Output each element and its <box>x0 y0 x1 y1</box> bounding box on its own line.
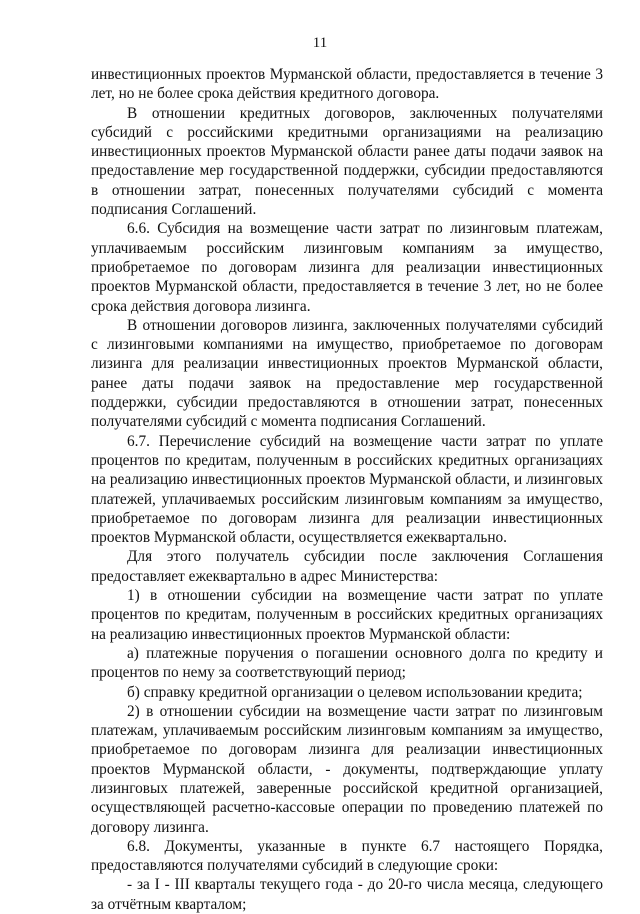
paragraph-item-1: 1) в отношении субсидии на возмещение части затрат по уплате процентов по кредитам, полученным в российских кредитных организациях на реализацию инвестиционных проектов Мурманской области: <box>91 587 603 643</box>
paragraph-leasing-agreements: В отношении договоров лизинга, заключенных получателями субсидий с лизинговыми компаниями на имущество, приобретаемое по договорам лизинга для реализации инвестиционных проектов Мурманской области, ранее даты подачи заявок на предоставление мер государственной поддержки, субсидии предоставляются в отношении затрат, понесенных получателями субсидий с момента подписания Соглашений. <box>91 316 603 431</box>
paragraph-6-8: 6.8. Документы, указанные в пункте 6.7 настоящего Порядка, предоставляются получателями субсидий в следующие сроки: <box>91 837 603 875</box>
paragraph-item-1b: б) справку кредитной организации о целевом использовании кредита; <box>127 683 583 701</box>
paragraph-continuation: инвестиционных проектов Мурманской области, предоставляется в течение 3 лет, но не более срока действия кредитного договора. <box>91 66 603 103</box>
paragraph-6-7: 6.7. Перечисление субсидий на возмещение части затрат по уплате процентов по кредитам, полученным в российских кредитных организациях на реализацию инвестиционных проектов Мурманской области, и лизинговых платежей, уплачиваемых российским лизинговым компаниям за имущество, приобретаемое по договорам лизинга для реализации инвестиционных проектов Мурманской области, осуществляется ежеквартально. <box>91 432 603 547</box>
paragraph-item-2: 2) в отношении субсидии на возмещение части затрат по лизинговым платежам, уплачиваемым российским лизинговым компаниям за имущество, приобретаемое по договорам лизинга для реализации инвестиционных проектов Мурманской области, - документы, подтверждающие уплату лизинговых платежей, заверенные российской кредитной организацией, осуществляющей расчетно-кассовые операции по проведению платежей по договору лизинга. <box>91 702 603 836</box>
paragraph-item-1a: а) платежные поручения о погашении основного долга по кредиту и процентов по нему за соответствующий период; <box>91 644 603 682</box>
paragraph-quarterly-submission: Для этого получатель субсидии после заключения Соглашения предоставляет ежеквартально в адрес Министерства: <box>91 548 603 585</box>
page-number: 11 <box>312 35 328 51</box>
paragraph-deadline-q1-q3: - за I - III кварталы текущего года - до 20-го числа месяца, следующего за отчётным кварталом; <box>91 876 603 913</box>
paragraph-6-6: 6.6. Субсидия на возмещение части затрат по лизинговым платежам, уплачиваемым российским лизинговым компаниям за имущество, приобретаемое по договорам лизинга для реализации инвестиционных проектов Мурманской области, предоставляется в течение 3 лет, но не более срока действия договора лизинга. <box>91 220 603 315</box>
paragraph-credit-agreements: В отношении кредитных договоров, заключенных получателями субсидий с российскими кредитными организациями на реализацию инвестиционных проектов Мурманской области ранее даты подачи заявок на предоставление мер государственной поддержки, субсидии предоставляются в отношении затрат, понесенных получателями субсидий с момента подписания Соглашений. <box>91 104 603 219</box>
document-body <box>91 65 603 914</box>
